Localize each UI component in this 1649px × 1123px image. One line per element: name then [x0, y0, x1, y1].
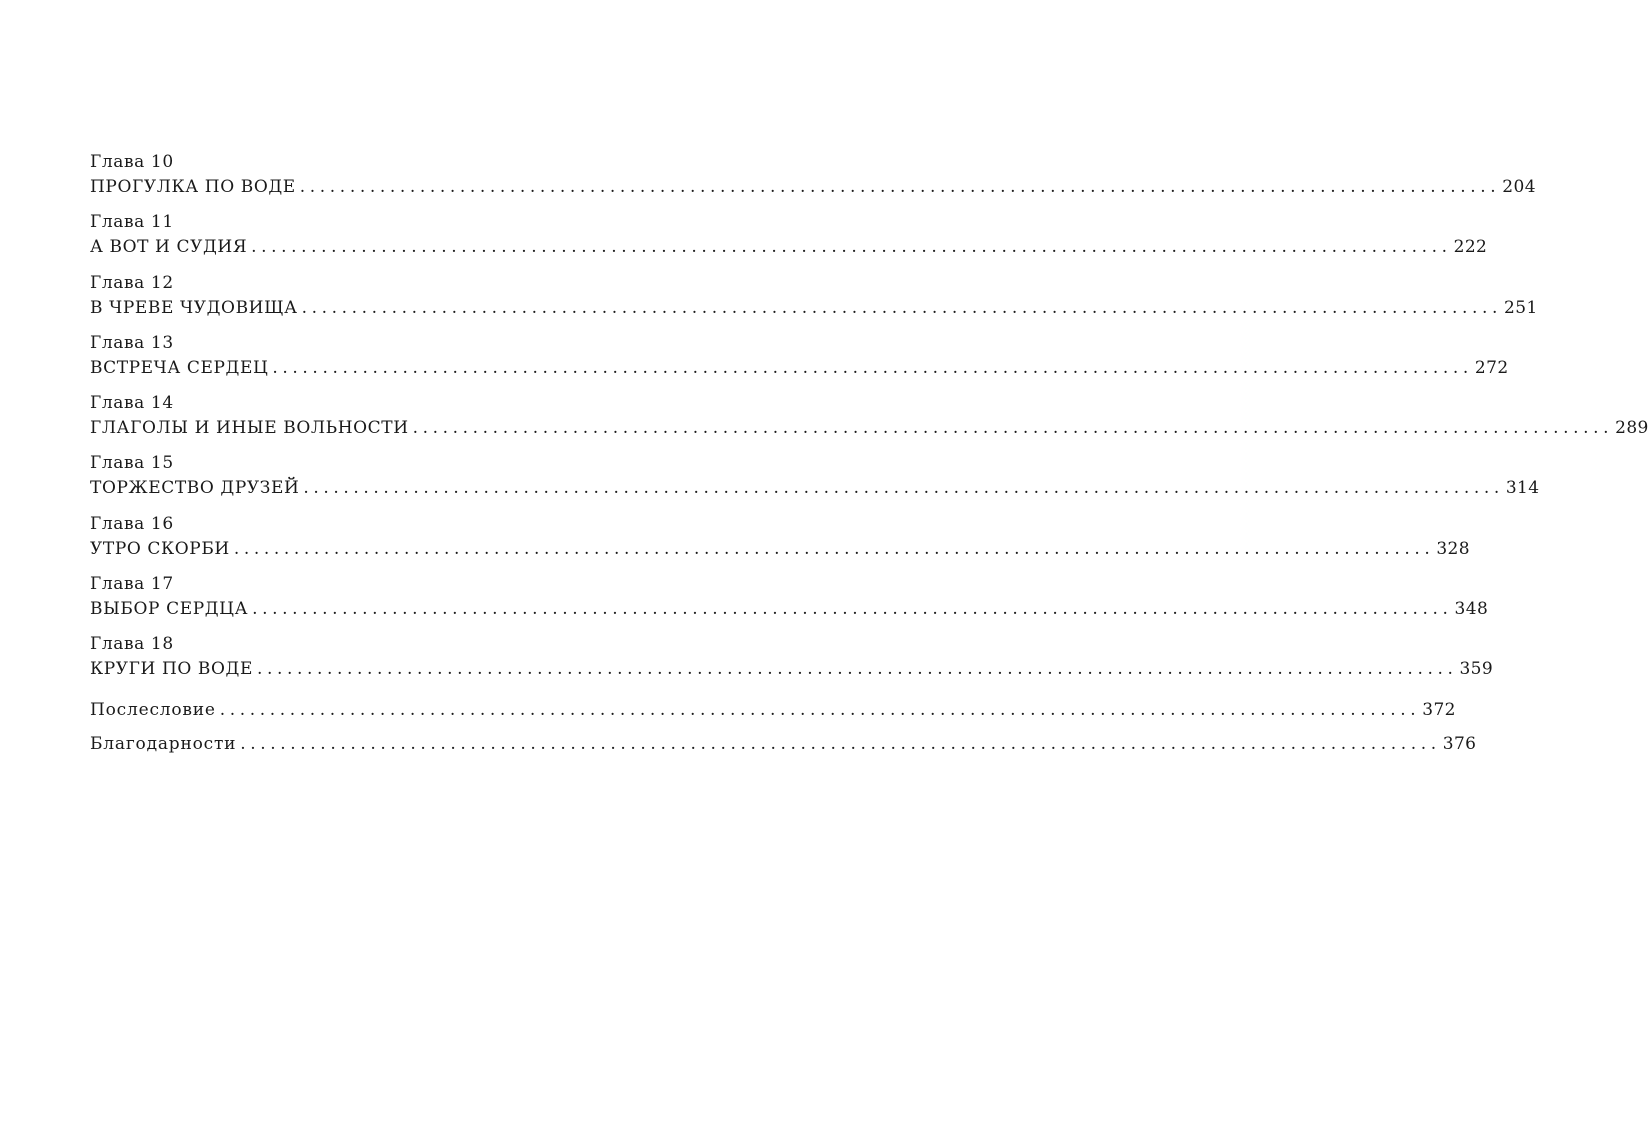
chapter-title: ГЛАГОЛЫ И ИНЫЕ ВОЛЬНОСТИ: [90, 418, 409, 438]
chapter-label: Глава 15: [90, 453, 174, 474]
toc-chapter-12: [90, 272, 1538, 332]
toc-acknowledgements: [90, 727, 1477, 761]
page-number: 314: [1505, 478, 1540, 499]
toc-chapter-14: [90, 392, 1649, 452]
dot-leader: ........................................................................................................................: [412, 418, 1614, 438]
chapter-label: Глава 10: [90, 152, 174, 172]
toc-entry: [90, 535, 1470, 573]
page-number: 222: [1453, 237, 1488, 258]
dot-leader: ........................................................................................................................: [272, 357, 1473, 378]
chapter-title: ВСТРЕЧА СЕРДЕЦ: [90, 357, 269, 378]
chapter-title: А ВОТ И СУДИЯ: [90, 237, 248, 258]
chapter-label: Глава 13: [90, 332, 174, 353]
chapter-label: Глава 17: [90, 573, 174, 594]
dot-leader: ........................................................................................................................: [303, 478, 1504, 499]
toc-entry: [90, 693, 1456, 727]
page-number: 328: [1436, 538, 1470, 559]
chapter-label: Глава 16: [90, 513, 174, 534]
toc-entry: [90, 595, 1489, 633]
toc-afterword: [90, 693, 1456, 727]
chapter-title: ПРОГУЛКА ПО ВОДЕ: [90, 177, 296, 197]
chapter-title: УТРО СКОРБИ: [90, 538, 230, 559]
chapter-title: В ЧРЕВЕ ЧУДОВИЩА: [90, 297, 298, 318]
dot-leader: ........................................................................................................................: [301, 297, 1503, 318]
chapter-label: Глава 12: [90, 272, 174, 293]
toc-entry: [90, 354, 1509, 392]
table-of-contents: [90, 151, 1649, 761]
dot-leader: ........................................................................................................................: [257, 659, 1458, 679]
page-number: 251: [1504, 297, 1538, 318]
toc-chapter-13: [90, 332, 1509, 392]
page-number: 372: [1422, 700, 1456, 721]
toc-entry: [90, 655, 1494, 693]
page-number: 359: [1459, 659, 1494, 679]
toc-entry: [90, 414, 1649, 452]
chapter-title: КРУГИ ПО ВОДЕ: [90, 659, 253, 679]
toc-entry: [90, 474, 1540, 512]
toc-chapter-17: [90, 573, 1489, 633]
dot-leader: ........................................................................................................................: [299, 177, 1501, 197]
page-number: 204: [1502, 177, 1536, 197]
toc-chapter-11: [90, 211, 1488, 271]
chapter-title: ВЫБОР СЕРДЦА: [90, 598, 249, 619]
dot-leader: ........................................................................................................................: [251, 237, 1452, 258]
toc-entry: [90, 727, 1477, 761]
page-number: 348: [1454, 598, 1489, 619]
toc-entry: [90, 233, 1488, 271]
chapter-label: Глава 18: [90, 634, 174, 654]
page-number: 272: [1474, 357, 1509, 378]
dot-leader: ........................................................................................................................: [233, 538, 1435, 559]
chapter-title: ТОРЖЕСТВО ДРУЗЕЙ: [90, 478, 300, 499]
toc-chapter-10: [90, 151, 1536, 211]
section-title: Благодарности: [90, 734, 237, 755]
toc-entry: [90, 173, 1536, 211]
dot-leader: ........................................................................................................................: [252, 598, 1453, 619]
chapter-label: Глава 14: [90, 393, 174, 413]
toc-entry: [90, 294, 1538, 332]
page-number: 376: [1442, 734, 1477, 755]
page-number: 289: [1615, 418, 1649, 438]
toc-chapter-15: [90, 452, 1540, 512]
dot-leader: ........................................................................................................................: [240, 734, 1441, 755]
toc-chapter-16: [90, 513, 1470, 573]
section-title: Послесловие: [90, 700, 216, 721]
dot-leader: ........................................................................................................................: [219, 700, 1421, 721]
chapter-label: Глава 11: [90, 212, 174, 233]
toc-chapter-18: [90, 633, 1494, 693]
